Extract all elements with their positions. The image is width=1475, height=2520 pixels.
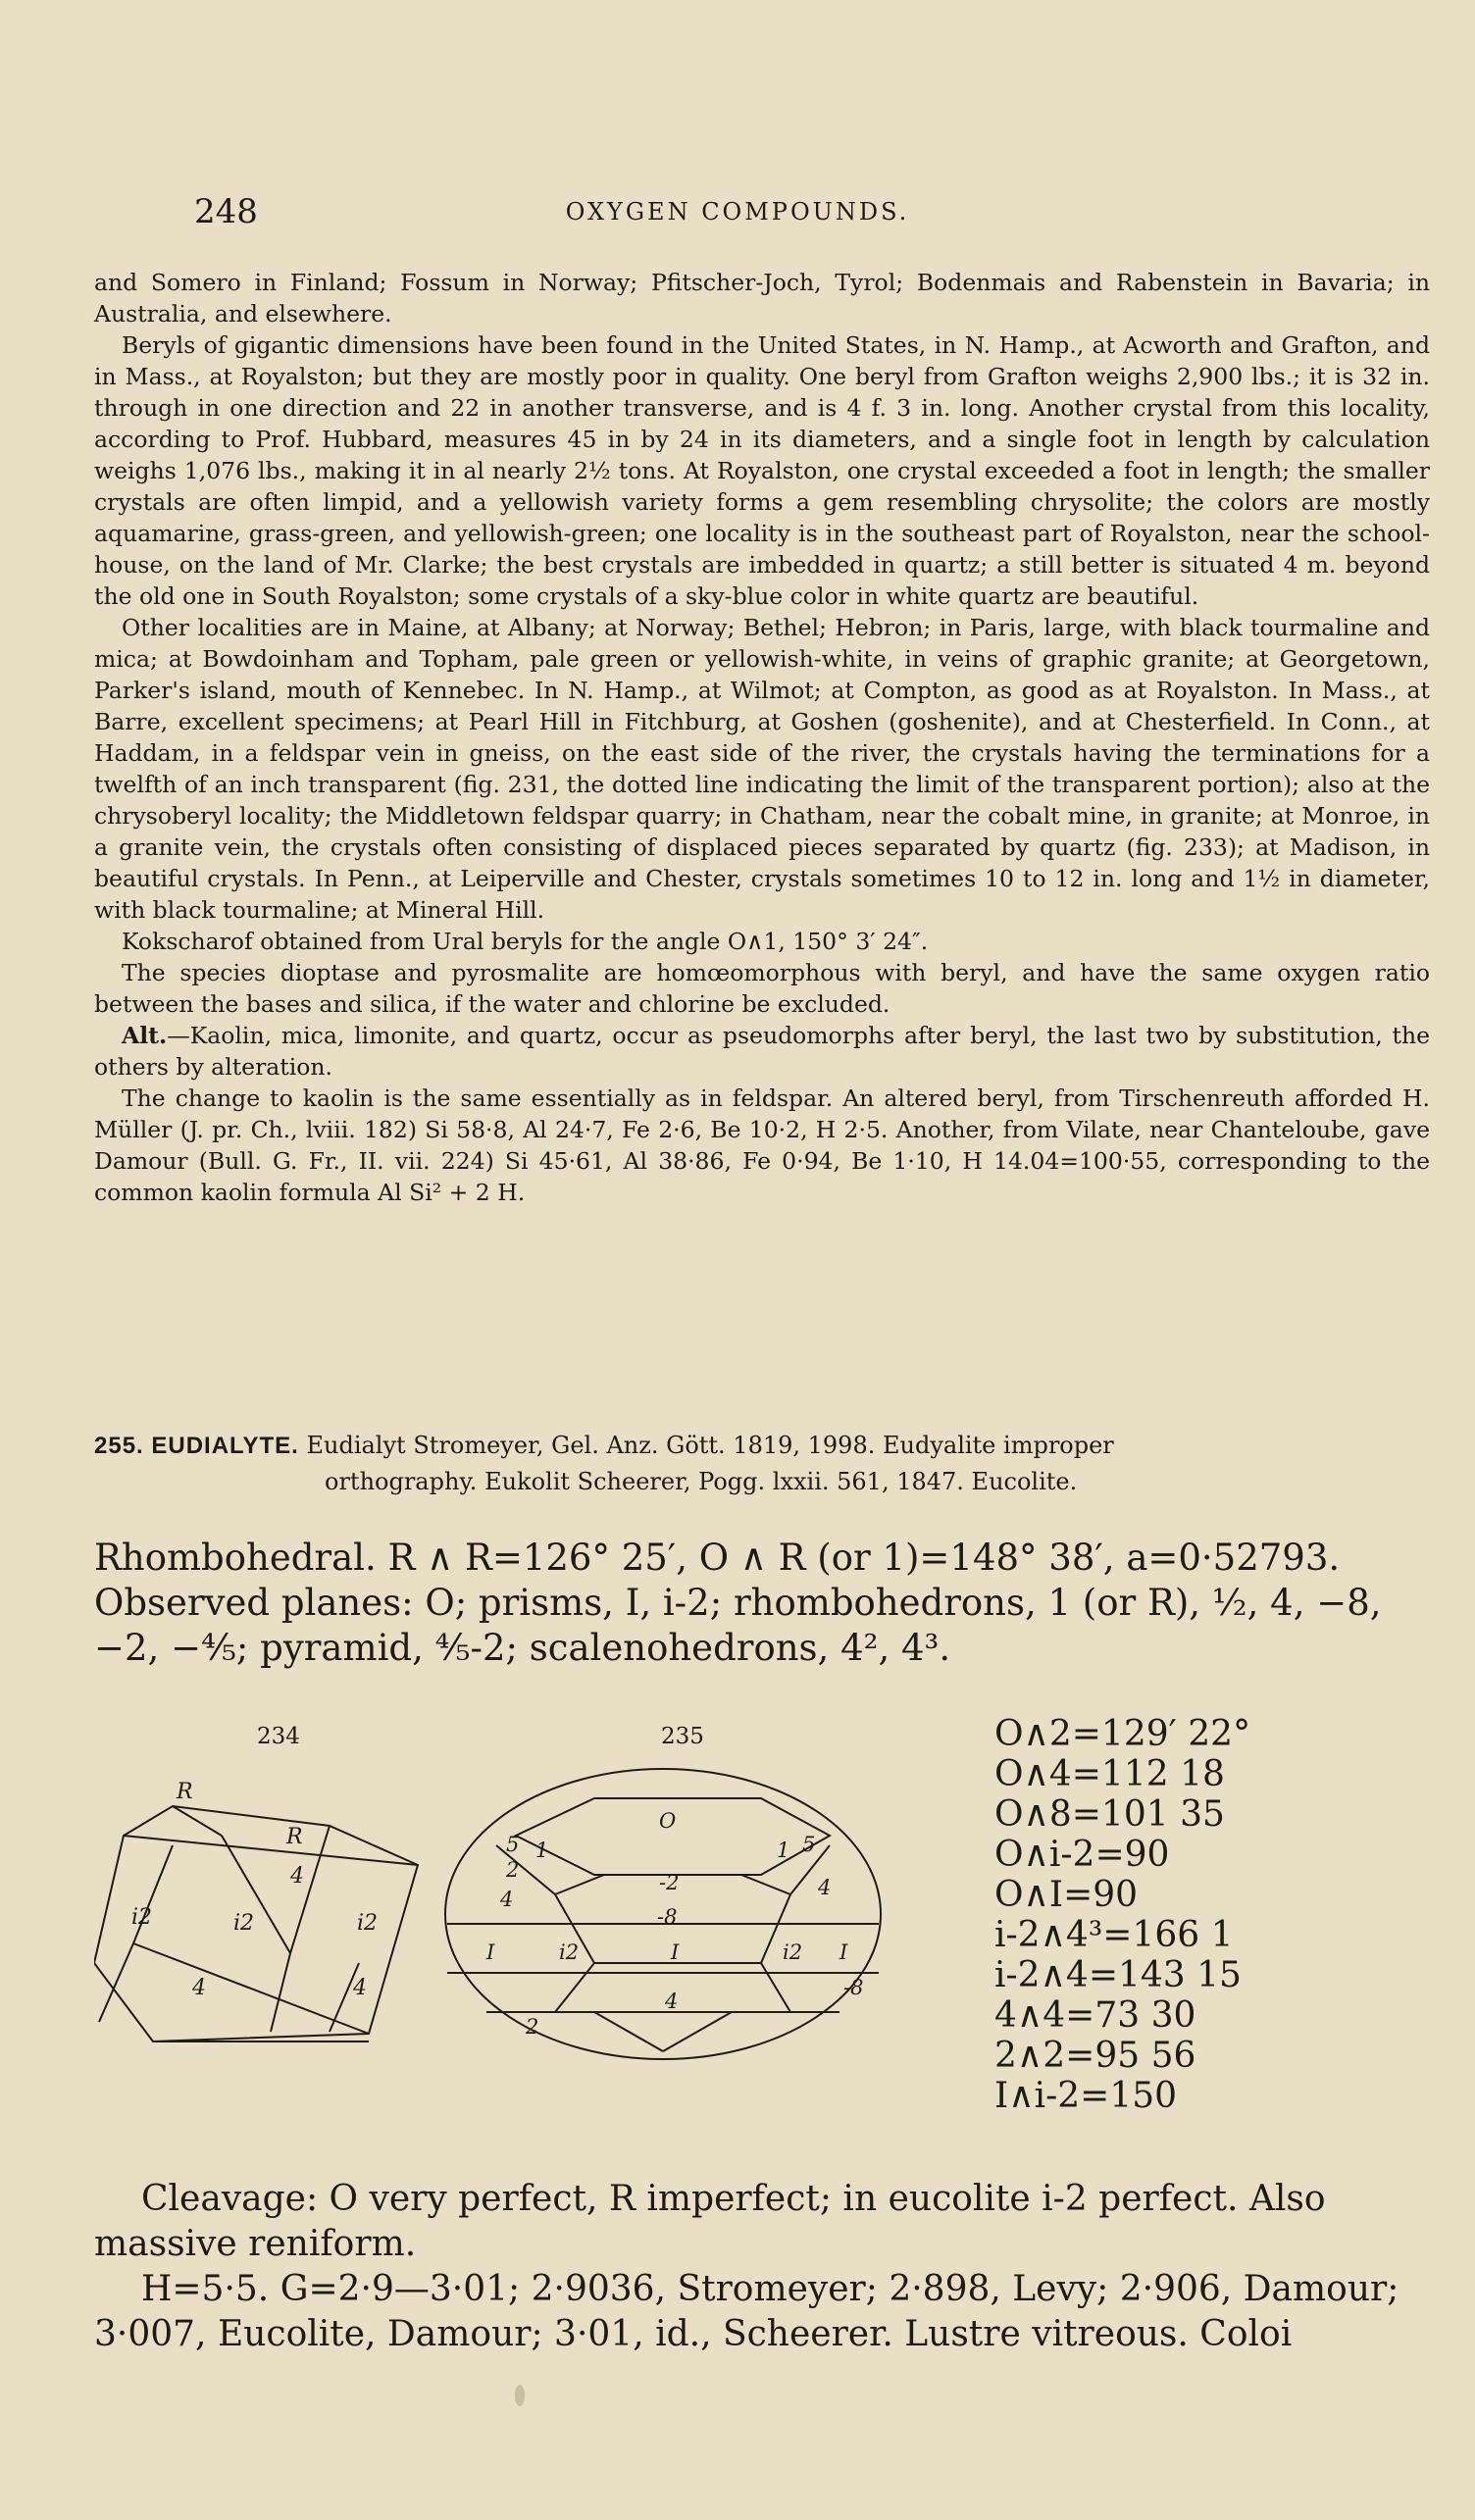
fig235-face-i2-right: i2 — [783, 1940, 803, 1964]
paragraph-kokscharof: Kokscharof obtained from Ural beryls for the angle O∧1, 150° 3′ 24″. — [122, 928, 929, 955]
body-text — [94, 267, 1430, 1208]
fig234-face-R1: R — [177, 1780, 193, 1804]
crystallography — [94, 1536, 1430, 1671]
fig235-face-1-left: 1 — [535, 1839, 549, 1862]
paper-smudge — [515, 2385, 525, 2406]
angle-row: i-2∧4=143 15 — [994, 1955, 1242, 1995]
section-number: 255. — [94, 1433, 144, 1459]
fig235-face-2: 2 — [506, 1858, 520, 1882]
section-synonyms-1: Eudialyt Stromeyer, Gel. Anz. Gött. 1819, 1998. Eudyalite improper — [306, 1432, 1114, 1459]
angle-row: 2∧2=95 56 — [994, 2036, 1196, 2076]
paragraph-alteration — [94, 1020, 1430, 1083]
angle-row: I∧i-2=150 — [994, 2076, 1178, 2116]
fig235-face-i2-left: i2 — [559, 1940, 580, 1964]
page-number: 248 — [194, 192, 258, 231]
crystal-line-2: Observed planes: O; prisms, I, i-2; rhombohedrons, 1 (or R), ½, 4, −8, — [94, 1582, 1382, 1624]
fig235-face-minus8-top: -8 — [657, 1905, 678, 1929]
angle-row: O∧2=129′ 22° — [994, 1714, 1251, 1754]
page-header — [0, 192, 1475, 231]
fig235-face-2-bottom: 2 — [526, 2015, 539, 2039]
fig235-face-4-bottom: 4 — [665, 1990, 679, 2013]
section-heading-eudialyte — [94, 1428, 1430, 1499]
section-heading-line-1 — [94, 1428, 1430, 1464]
angle-row: 4∧4=73 30 — [994, 1995, 1196, 2036]
fig235-face-I-left: I — [486, 1940, 495, 1964]
figure-234-label: 234 — [257, 1724, 300, 1749]
paragraph-other-localities: Other localities are in Maine, at Albany; at Norway; Bethel; Hebron; in Paris, large, with black tourmaline and mica; at Bowdoinham and Topham, pale green or yellowish-white, in veins of graphic granite; at Georgetown, Parker's island, mouth of Kennebec. In N. Hamp., at Wilmot; at Compton, as good as at Royalston. In Mass., at Barre, excellent specimens; at Pearl Hill in Fitchburg, at Goshen (goshenite), and at Chesterfield. In Conn., at Haddam, in a feldspar vein in gneiss, on the east side of the river, the crystals having the terminations for a twelfth of an inch transparent (fig. 231, the dotted line indicating the limit of the transparent portion); also at the chrysoberyl locality; the Middletown feldspar quarry; in Chatham, near the cobalt mine, in granite; at Monroe, in a granite vein, the crystals often consisting of displaced pieces separated by quartz (fig. 233); at Madison, in beautiful crystals. In Penn., at Leiperville and Chester, crystals sometimes 10 to 12 in. long and 1½ in diameter, with black tourmaline; at Mineral Hill. — [94, 614, 1430, 924]
section-synonyms-2: orthography. Eukolit Scheerer, Pogg. lxxii. 561, 1847. Eucolite. — [325, 1468, 1078, 1495]
fig234-face-R2: R — [286, 1825, 303, 1849]
paragraph-kaolin: The change to kaolin is the same essentially as in feldspar. An altered beryl, from Tirschenreuth afforded H. Müller (J. pr. Ch., lviii. 182) Si 58·8, Al 24·7, Fe 2·6, Be 10·2, H 2·5. Another, from Vilate, near Chanteloube, gave Damour (Bull. G. Fr., II. vii. 224) Si 45·61, Al 38·86, Fe 0·94, Be 1·10, H 14.04=100·55, corresponding to the common kaolin formula Al Si² + 2 H. — [94, 1084, 1430, 1206]
fig235-face-minus8-bottom: -8 — [843, 1976, 864, 1999]
running-title: OXYGEN COMPOUNDS. — [565, 198, 910, 226]
figure-235-label: 235 — [661, 1724, 704, 1749]
fig234-face-i2-right: i2 — [357, 1911, 379, 1936]
paragraph-homoeomorphous: The species dioptase and pyrosmalite are homœomorphous with beryl, and have the same oxygen ratio between the bases and silica, if the water and chlorine be excluded. — [94, 959, 1430, 1018]
figure-235-crystal-drawing — [437, 1767, 889, 2091]
fig235-face-I-right: I — [839, 1940, 848, 1964]
figures-area — [94, 1714, 1430, 2126]
fig235-face-minus2: -2 — [659, 1871, 680, 1894]
fig235-face-I-center: I — [671, 1940, 680, 1964]
paragraph-localities-europe: and Somero in Finland; Fossum in Norway; Pfitscher-Joch, Tyrol; Bodenmais and Rabenstein in Bavaria; in Australia, and elsewhere. — [94, 269, 1430, 328]
fig235-face-5-right: 5 — [802, 1833, 816, 1856]
hardness-text: H=5·5. G=2·9—3·01; 2·9036, Stromeyer; 2·898, Levy; 2·906, Damour; 3·007, Eucolite, Damour; 3·01, id., Scheerer. Lustre vitreous. Coloi — [94, 2269, 1399, 2354]
section-title: EUDIALYTE. — [151, 1433, 299, 1459]
angle-row: O∧i-2=90 — [994, 1835, 1170, 1875]
fig234-face-i2-left: i2 — [131, 1905, 153, 1930]
paragraph-gigantic-beryls: Beryls of gigantic dimensions have been found in the United States, in N. Hamp., at Acworth and Grafton, and in Mass., at Royalston; but they are mostly poor in quality. One beryl from Grafton weighs 2,900 lbs.; it is 32 in. through in one direction and 22 in another transverse, and is 4 f. 3 in. long. Another crystal from this locality, according to Prof. Hubbard, measures 45 in by 24 in its diameters, and a single foot in length by calculation weighs 1,076 lbs., making it in al nearly 2½ tons. At Royalston, one crystal exceeded a foot in length; the smaller crystals are often limpid, and a yellowish variety forms a gem resembling chrysolite; the colors are mostly aquamarine, grass-green, and yellowish-green; one locality is in the southeast part of Royalston, near the school-house, on the land of Mr. Clarke; the best crystals are imbedded in quartz; a still better is situated 4 m. beyond the old one in South Royalston; some crystals of a sky-blue color in white quartz are beautiful. — [94, 331, 1430, 610]
cleavage-text: Cleavage: O very perfect, R imperfect; in eucolite i-2 perfect. Also massive reniform. — [94, 2179, 1326, 2264]
fig235-face-5-left: 5 — [506, 1833, 520, 1856]
angle-row: O∧8=101 35 — [994, 1794, 1225, 1835]
fig234-face-4-right: 4 — [353, 1976, 367, 2000]
physical-properties — [94, 2177, 1430, 2357]
angle-row: O∧4=112 18 — [994, 1754, 1225, 1794]
fig235-face-4-left: 4 — [500, 1888, 514, 1911]
fig235-face-1-right: 1 — [777, 1839, 790, 1862]
fig235-face-4-right: 4 — [818, 1876, 832, 1899]
figure-234-crystal-drawing — [94, 1767, 428, 2061]
fig234-face-4-top: 4 — [290, 1864, 304, 1889]
fig234-face-4-left: 4 — [192, 1976, 206, 2000]
angle-row: i-2∧4³=166 1 — [994, 1915, 1234, 1955]
fig235-face-O: O — [659, 1809, 677, 1833]
crystal-line-3: −2, −⅘; pyramid, ⅘-2; scalenohedrons, 4², 4³. — [94, 1627, 951, 1669]
angle-list — [994, 1714, 1250, 2116]
crystal-line-1: Rhombohedral. R ∧ R=126° 25′, O ∧ R (or 1)=148° 38′, a=0·52793. — [94, 1537, 1341, 1579]
fig234-face-i2-center: i2 — [233, 1911, 255, 1936]
angle-row: O∧I=90 — [994, 1875, 1139, 1915]
alt-label: Alt. — [122, 1022, 168, 1049]
alt-text: —Kaolin, mica, limonite, and quartz, occur as pseudomorphs after beryl, the last two by substitution, the others by alteration. — [94, 1022, 1430, 1081]
